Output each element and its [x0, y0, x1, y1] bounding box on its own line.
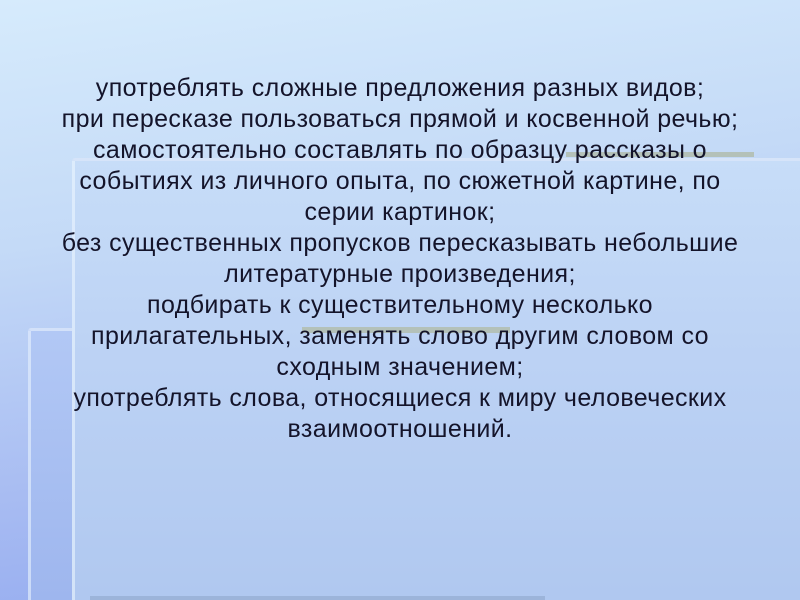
- text-line: прилагательных, заменять слово другим словом со: [91, 322, 709, 350]
- slide-body-text: [28, 73, 772, 445]
- text-line: употреблять слова, относящиеся к миру человеческих: [73, 384, 727, 412]
- bottom-edge-shadow: [90, 596, 545, 600]
- text-line: сходным значением;: [276, 353, 524, 381]
- text-line: серии картинок;: [304, 198, 496, 226]
- text-line: литературные произведения;: [224, 260, 576, 288]
- text-line: при пересказе пользоваться прямой и косвенной речью;: [61, 105, 739, 133]
- text-line: событиях из личного опыта, по сюжетной картине, по: [79, 167, 721, 195]
- text-line: самостоятельно составлять по образцу рассказы о: [93, 136, 707, 164]
- text-line: употреблять сложные предложения разных видов;: [95, 74, 705, 102]
- text-line: без существенных пропусков пересказывать небольшие: [61, 229, 739, 257]
- text-line: взаимоотношений.: [287, 415, 513, 443]
- text-line: подбирать к существительному несколько: [147, 291, 653, 319]
